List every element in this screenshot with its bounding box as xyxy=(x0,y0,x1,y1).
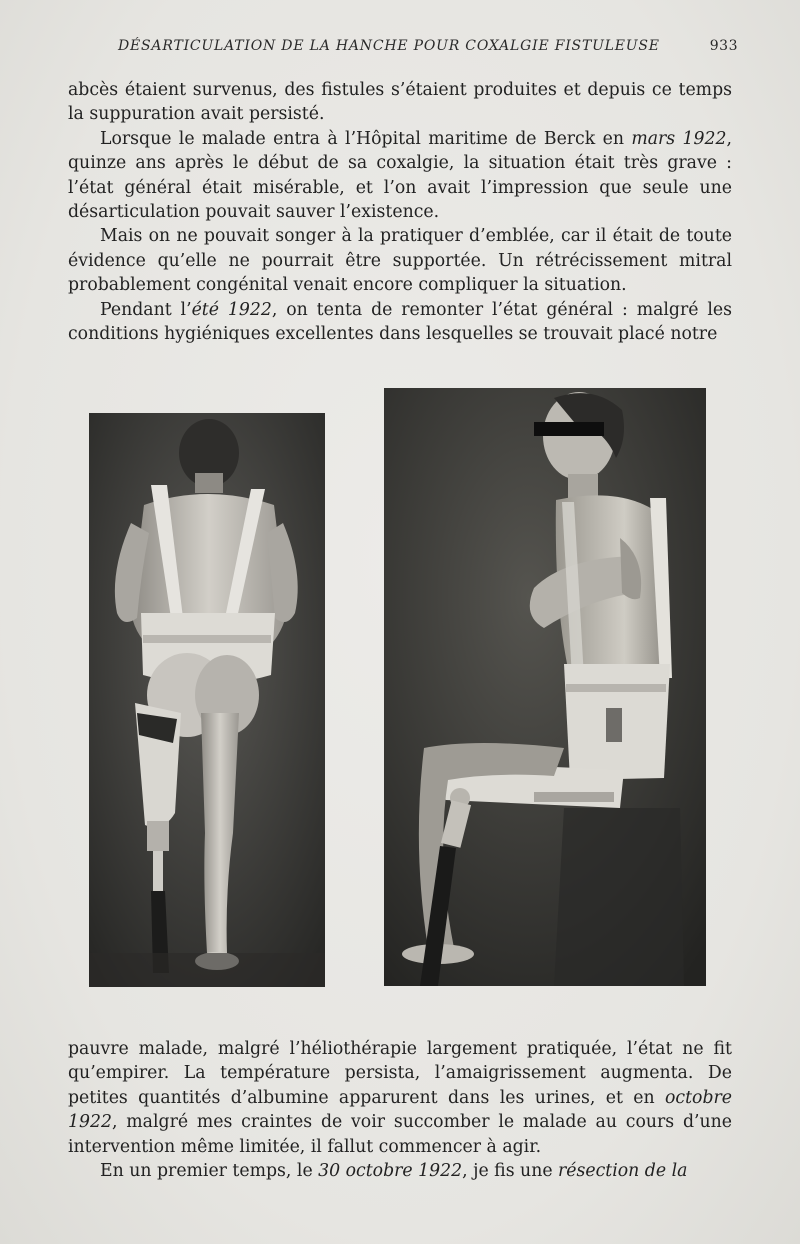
running-head xyxy=(118,38,738,56)
paragraph xyxy=(68,127,732,225)
seated-side-view-photo xyxy=(384,388,706,986)
running-title: DÉSARTICULATION DE LA HANCHE POUR COXALGIE FISTULEUSE xyxy=(118,38,660,54)
text-run: Pendant l’ xyxy=(100,299,192,320)
date-emphasis: octobre 1922 xyxy=(68,1087,732,1133)
seated-figure-illustration xyxy=(384,388,706,986)
paragraph xyxy=(68,298,732,347)
text-run: , on tenta de remonter l’état général : malgré les conditions hygiéniques excellentes dans lesquelles se trouvait placé notre xyxy=(68,299,732,345)
paragraph xyxy=(68,1037,732,1159)
date-emphasis: été 1922 xyxy=(191,299,272,320)
paragraph xyxy=(68,1159,732,1183)
text-run: , malgré mes craintes de voir succomber le malade au cours d’une intervention même limitée, il fallut commencer à agir. xyxy=(68,1112,732,1157)
standing-back-view-photo xyxy=(89,413,325,987)
text-run: En un premier temps, le xyxy=(100,1161,319,1182)
paragraph: Mais on ne pouvait songer à la pratiquer d’emblée, car il était de toute évidence qu’elle ne pourrait être supportée. Un rétrécissement mitral probablement congénital venait encore compliquer la situation. xyxy=(68,226,732,296)
date-emphasis: mars 1922 xyxy=(631,128,727,149)
standing-figure-illustration xyxy=(89,413,325,987)
text-run: , quinze ans après le début de sa coxalgie, la situation était très grave : l’état général était misérable, et l’on avait l’impression que seule une désarticulation pouvait sauver l’existence. xyxy=(68,128,733,223)
paragraph: abcès étaient survenus, des fistules s’étaient produites et depuis ce temps la suppuration avait persisté. xyxy=(68,80,732,125)
procedure-emphasis: résection de la xyxy=(558,1161,688,1182)
page-number: 933 xyxy=(709,38,738,54)
text-run: Lorsque le malade entra à l’Hôpital maritime de Berck en xyxy=(100,128,632,149)
text-run: , je fis une xyxy=(462,1161,559,1182)
text-run: pauvre malade, malgré l’héliothérapie largement pratiquée, l’état ne fit qu’empirer. La température persista, l’amaigrissement augmenta. De petites quantités d’albumine apparurent dans les urines, et en xyxy=(68,1039,732,1108)
text-block-bottom xyxy=(68,1037,732,1183)
text-block-top xyxy=(68,78,732,346)
date-emphasis: 30 octobre 1922 xyxy=(318,1161,463,1182)
